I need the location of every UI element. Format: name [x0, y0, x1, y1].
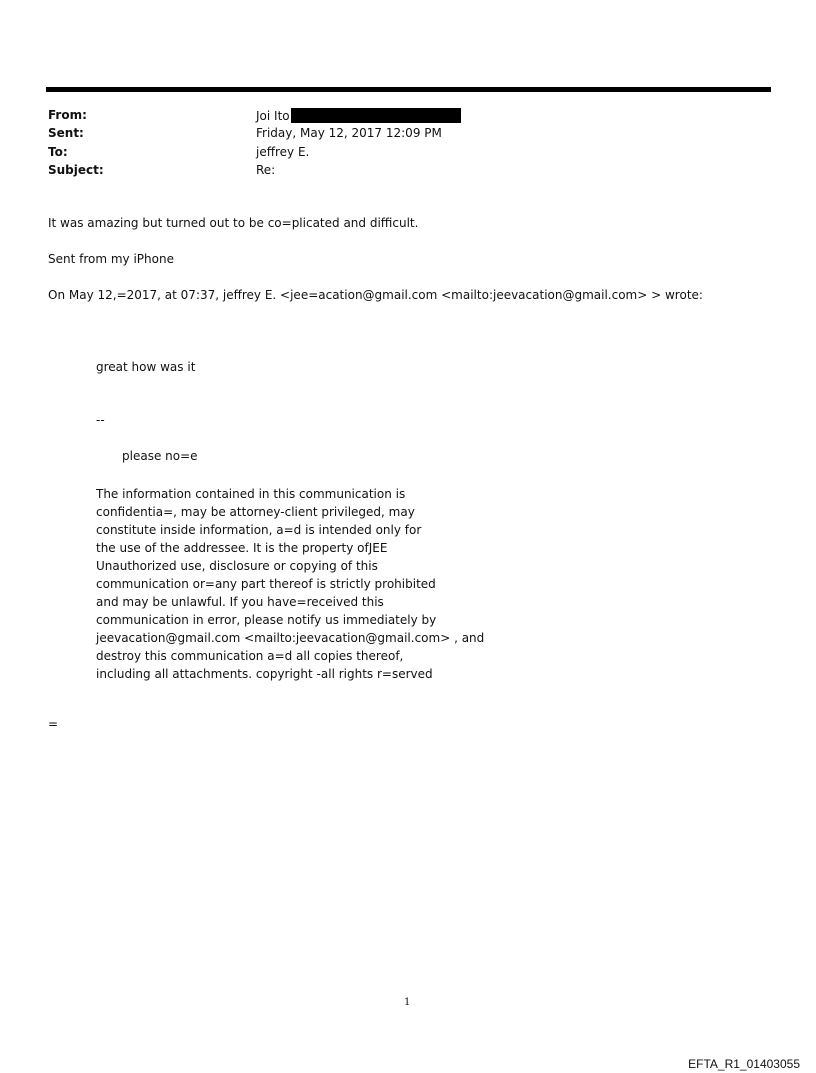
page-number: 1 — [404, 997, 411, 1008]
to-label: To: — [48, 145, 68, 159]
signature-note: please no=e — [122, 449, 198, 463]
disclaimer-line: destroy this communication a=d all copies thereof, — [96, 649, 404, 663]
disclaimer-line: and may be unlawful. If you have=received this — [96, 595, 384, 609]
reply-text: It was amazing but turned out to be co=plicated and difficult. — [48, 216, 419, 230]
disclaimer-line: The information contained in this communication is — [96, 487, 406, 501]
disclaimer-line: jeevacation@gmail.com <mailto:jeevacation@gmail.com> , and — [96, 631, 485, 645]
from-label: From: — [48, 108, 87, 122]
subject-value: Re: — [256, 163, 276, 177]
disclaimer-line: communication in error, please notify us immediately by — [96, 613, 437, 627]
document-id: EFTA_R1_01403055 — [688, 1057, 800, 1071]
redaction-box — [291, 108, 461, 123]
to-value: jeffrey E. — [256, 145, 310, 159]
disclaimer-line: confidentia=, may be attorney-client privileged, may — [96, 505, 415, 519]
disclaimer-line: constitute inside information, a=d is intended only for — [96, 523, 422, 537]
trailing-equals: = — [48, 717, 59, 731]
disclaimer-line: communication or=any part thereof is strictly prohibited — [96, 577, 436, 591]
quote-attribution: On May 12,=2017, at 07:37, jeffrey E. <jee=acation@gmail.com <mailto:jeevacation@gmail.com> > wrote: — [48, 288, 703, 302]
sent-value: Friday, May 12, 2017 12:09 PM — [256, 126, 442, 140]
subject-label: Subject: — [48, 163, 104, 177]
from-value — [256, 108, 461, 123]
disclaimer-line: the use of the addressee. It is the property ofJEE — [96, 541, 388, 555]
sent-from-line: Sent from my iPhone — [48, 252, 174, 266]
sent-label: Sent: — [48, 126, 84, 140]
disclaimer-line: Unauthorized use, disclosure or copying of this — [96, 559, 378, 573]
header-rule — [46, 87, 771, 92]
disclaimer-paragraph — [96, 485, 484, 683]
from-name: Joi Ito — [256, 109, 290, 123]
disclaimer-line: including all attachments. copyright -all rights r=served — [96, 667, 433, 681]
signature-separator: -- — [96, 413, 105, 427]
quoted-message: great how was it — [96, 360, 196, 374]
